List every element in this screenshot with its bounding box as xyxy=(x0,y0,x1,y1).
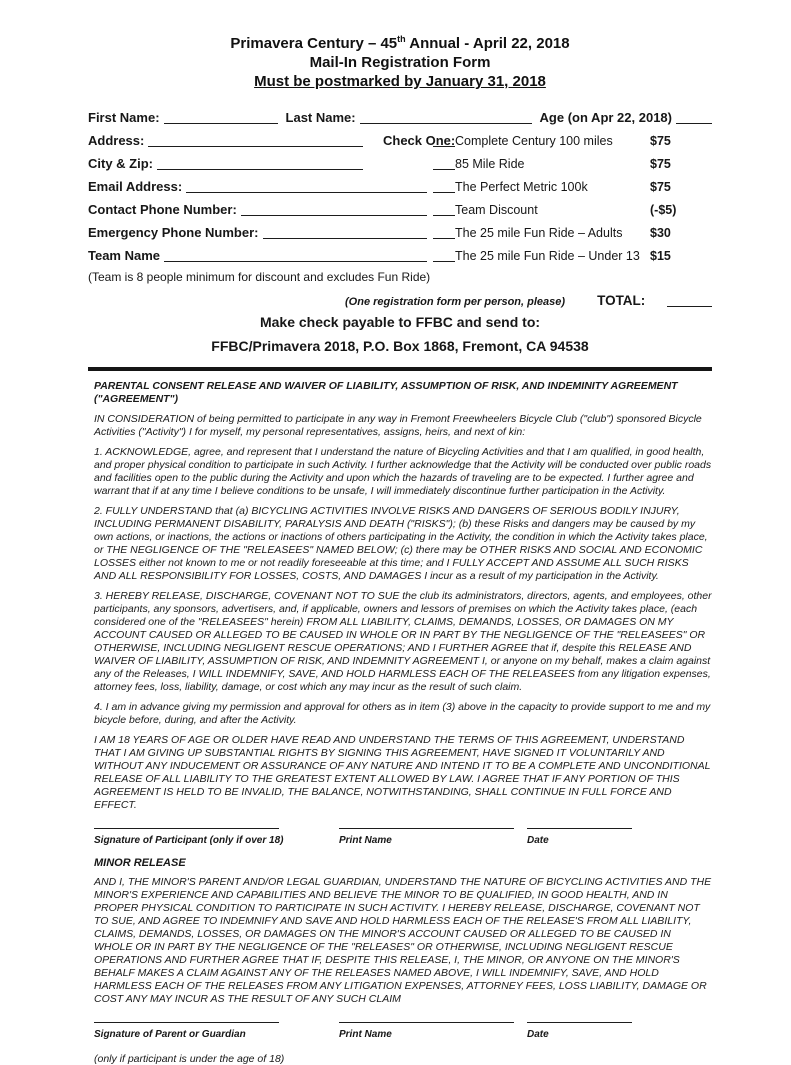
age-label: Age (on Apr 22, 2018) xyxy=(539,110,672,125)
form-header xyxy=(88,30,712,91)
option-price-team-discount: (-$5) xyxy=(650,203,677,217)
waiver-item-4: 4. I am in advance giving my permission and approval for others as in item (3) above in the capacity to provide support to me and my bicycle before, during, and after the Activity. xyxy=(94,701,711,726)
waiver-item-1: 1. ACKNOWLEDGE, agree, and represent that I understand the nature of Bicycling Activities and that I am qualified, in good health, and proper physical condition to participate in such Activity. I further acknowledge that the Activity will be conducted over public roads and facilities open to the public during the Activity and upon which the hazards of traveling are to be expected. I further agree and warrant that if at any time I believe conditions to be unsafe, I will immediately discontinue further participation in the Activity. xyxy=(94,446,712,497)
last-name-label: Last Name: xyxy=(285,110,356,125)
participant-print-name-line xyxy=(339,828,514,829)
email-label: Email Address: xyxy=(88,179,183,194)
form-row-address xyxy=(88,126,712,149)
check-payable-line: Make check payable to FFBC and send to: xyxy=(259,314,541,330)
form-row-team-name xyxy=(88,241,712,264)
city-zip-blank xyxy=(157,169,363,170)
participant-print-name-label: Print Name xyxy=(339,835,392,846)
option-blank-fun-adults xyxy=(433,238,455,239)
option-price-fun-adults: $30 xyxy=(650,226,671,240)
per-person-note: (One registration form per person, please) xyxy=(345,296,566,308)
adult-statement: I AM 18 YEARS OF AGE OR OLDER HAVE READ AND UNDERSTAND THE TERMS OF THIS AGREEMENT, UNDERSTAND THAT I AM GIVING UP SUBSTANTIAL RIGHTS BY SIGNING THIS AGREEMENT, HAVE SIGNED IT VOLUNTARILY AND WITHOUT ANY INDUCEMENT OR ASSURANCE OF ANY NATURE AND INTEND IT TO BE A COMPLETE AND UNCONDITIONAL RELEASE OF ALL LIABILITY TO THE GREATEST EXTENT ALLOWED BY LAW. I AGREE THAT IF ANY PORTION OF THIS AGREEMENT IS HELD TO BE INVALID, THE BALANCE, NOTWITHSTANDING, SHALL CONTINUE IN FULL FORCE AND EFFECT. xyxy=(94,734,711,811)
under-18-note: (only if participant is under the age of 18) xyxy=(94,1053,285,1065)
team-name-label: Team Name xyxy=(88,248,161,263)
address-label: Address: xyxy=(88,133,145,148)
form-row-contact-phone xyxy=(88,195,712,218)
option-label-fun-adults: The 25 mile Fun Ride – Adults xyxy=(455,226,623,240)
form-subtitle: Mail-In Registration Form xyxy=(309,54,491,71)
total-blank xyxy=(667,306,712,307)
address-blank xyxy=(148,146,363,147)
check-one-label: Check One: xyxy=(383,133,456,148)
event-title-text: Primavera Century – 45 xyxy=(230,35,398,52)
participant-signature-row xyxy=(88,828,712,846)
participant-signature-line xyxy=(94,828,279,829)
participant-date-line xyxy=(527,828,632,829)
contact-phone-label: Contact Phone Number: xyxy=(88,202,237,217)
participant-date-label: Date xyxy=(527,835,549,846)
first-name-label: First Name: xyxy=(88,110,160,125)
minor-release-heading: MINOR RELEASE xyxy=(94,857,186,869)
minor-release-text: AND I, THE MINOR'S PARENT AND/OR LEGAL GUARDIAN, UNDERSTAND THE NATURE OF BICYCLING ACTIVITIES AND THE MINOR'S EXPERIENCE AND CAPABILITIES AND BELIEVE THE MINOR TO BE QUALIFIED, IN GOOD HEALTH, AND IN PROPER PHYSICAL CONDITION TO PARTICIPATE IN SUCH ACTIVITY. I HEREBY RELEASE, DISCHARGE, COVENANT NOT TO SUE, AND AGREE TO INDEMNIFY AND SAVE AND HOLD HARMLESS EACH OF THE RELEASE'S FROM ALL LIABILITY, CLAIMS, DEMANDS, LOSSES, OR DAMAGES ON THE MINOR'S ACCOUNT CAUSED OR ALLEGED TO BE CAUSED IN WHOLE OR IN PART BY THE NEGLIGENCE OF THE "RELEASES" OR OTHERWISE, INCLUDING NEGLIGENT RESCUE OPERATIONS AND FURTHER AGREE THAT IF, DESPITE THIS RELEASE, I, THE MINOR, OR ANYONE ON THE MINOR'S BEHALF MAKES A CLAIM AGAINST ANY OF THE RELEASES NAMED ABOVE, I WILL INDEMNIFY, SAVE, AND HOLD HARMLESS EACH OF THE RELEASES FROM ANY LITIGATION EXPENSES, ATTORNEY FEES, LOSS LIABILITY, DAMAGE OR COST ANY MAY INCUR AS THE RESULT OF ANY SUCH CLAIM xyxy=(94,876,712,1005)
participant-signature-label: Signature of Participant (only if over 18) xyxy=(94,835,284,846)
event-title xyxy=(88,30,712,53)
parent-date-label: Date xyxy=(527,1029,549,1040)
postmark-deadline: Must be postmarked by January 31, 2018 xyxy=(254,73,546,90)
event-title-ordinal: th xyxy=(397,34,406,44)
option-label-team-discount: Team Discount xyxy=(455,203,538,217)
first-name-blank xyxy=(164,123,278,124)
parent-date-line xyxy=(527,1022,632,1023)
waiver-section xyxy=(88,371,712,812)
option-label-85mile: 85 Mile Ride xyxy=(455,157,525,171)
option-blank-metric xyxy=(433,192,455,193)
waiver-item-2: 2. FULLY UNDERSTAND that (a) BICYCLING ACTIVITIES INVOLVE RISKS AND DANGERS OF SERIOUS BODILY INJURY, INCLUDING PERMANENT DISABILITY, PARALYSIS AND DEATH ("RISKS"); (b) these Risks and dangers may be caused by my own actions, or inactions, the actions or inactions of others participating in the Activity, the condition in which the Activity takes place, or THE NEGLIGENCE OF THE "RELEASEES" NAMED BELOW; (c) there may be OTHER RISKS AND SOCIAL AND ECONOMIC LOSSES either not known to me or not readily foreseeable at this time; and I FULLY ACCEPT AND ASSUME ALL SUCH RISKS AND ALL RESPONSIBILITY FOR LOSSES, COSTS, AND DAMAGES I incur as a result of my participation in the Activity. xyxy=(94,505,708,582)
total-row xyxy=(88,291,712,308)
option-price-metric: $75 xyxy=(650,180,671,194)
option-blank-fun-under13 xyxy=(433,261,455,262)
parent-signature-label: Signature of Parent or Guardian xyxy=(94,1029,246,1040)
option-blank-85mile xyxy=(433,169,455,170)
option-price-85mile: $75 xyxy=(650,157,671,171)
mailing-address: FFBC/Primavera 2018, P.O. Box 1868, Fremont, CA 94538 xyxy=(211,338,589,354)
name-age-row xyxy=(88,104,712,126)
option-label-metric: The Perfect Metric 100k xyxy=(455,180,588,194)
waiver-item-3: 3. HEREBY RELEASE, DISCHARGE, COVENANT NOT TO SUE the club its administrators, directors, agents, and employees, other participants, any sponsors, advertisers, and, if applicable, owners and lessors of premises on which the Activity takes place, (each considered one of the "RELEASEES" herein) FROM ALL LIABILITY, CLAIMS, DEMANDS, LOSSES, OR DAMAGES ON MY ACCOUNT CAUSED OR ALLEGED TO BE CAUSED IN WHOLE OR IN PART BY THE NEGLIGENCE OF THE "RELEASEES" OR OTHERWISE, INCLUDING NEGLIGENT RESCUE OPERATIONS; AND I FURTHER AGREE that if, despite this RELEASE AND WAIVER OF LIABILITY, ASSUMPTION OF RISK, AND INDEMNITY AGREEMENT I, or anyone on my behalf, makes a claim against any of the Releases, I WILL INDEMNIFY, SAVE, AND HOLD HARMLESS EACH OF THE RELEASEES from any litigation expenses, attorney fees, loss, liability, damage, or cost which any may incur as the result of such claim. xyxy=(94,590,712,693)
waiver-intro: IN CONSIDERATION of being permitted to participate in any way in Fremont Freewheelers Bicycle Club ("club") sponsored Bicycle Activities ("Activity") I for myself, my personal representatives, assigns, heirs, and next of kin: xyxy=(94,413,702,438)
waiver-heading: PARENTAL CONSENT RELEASE AND WAIVER OF LIABILITY, ASSUMPTION OF RISK, AND INDEMINITY AGREEMENT ("AGREEMENT") xyxy=(94,380,678,405)
form-row-emergency-phone xyxy=(88,218,712,241)
parent-signature-row xyxy=(88,1022,712,1040)
option-blank-century xyxy=(433,146,455,147)
total-label: TOTAL: xyxy=(597,293,646,308)
option-blank-team-discount xyxy=(433,215,455,216)
age-blank xyxy=(676,123,712,124)
parent-signature-line xyxy=(94,1022,279,1023)
last-name-blank xyxy=(360,123,532,124)
option-label-century: Complete Century 100 miles xyxy=(455,134,613,148)
city-zip-label: City & Zip: xyxy=(88,156,153,171)
form-row-email xyxy=(88,172,712,195)
event-title-date: Annual - April 22, 2018 xyxy=(405,35,570,52)
team-minimum-note: (Team is 8 people minimum for discount and excludes Fun Ride) xyxy=(88,270,431,284)
parent-print-name-line xyxy=(339,1022,514,1023)
parent-print-name-label: Print Name xyxy=(339,1029,392,1040)
option-price-fun-under13: $15 xyxy=(650,249,671,263)
form-row-city-zip xyxy=(88,149,712,172)
emergency-phone-label: Emergency Phone Number: xyxy=(88,225,259,240)
option-label-fun-under13: The 25 mile Fun Ride – Under 13 xyxy=(455,249,640,263)
option-price-century: $75 xyxy=(650,134,671,148)
